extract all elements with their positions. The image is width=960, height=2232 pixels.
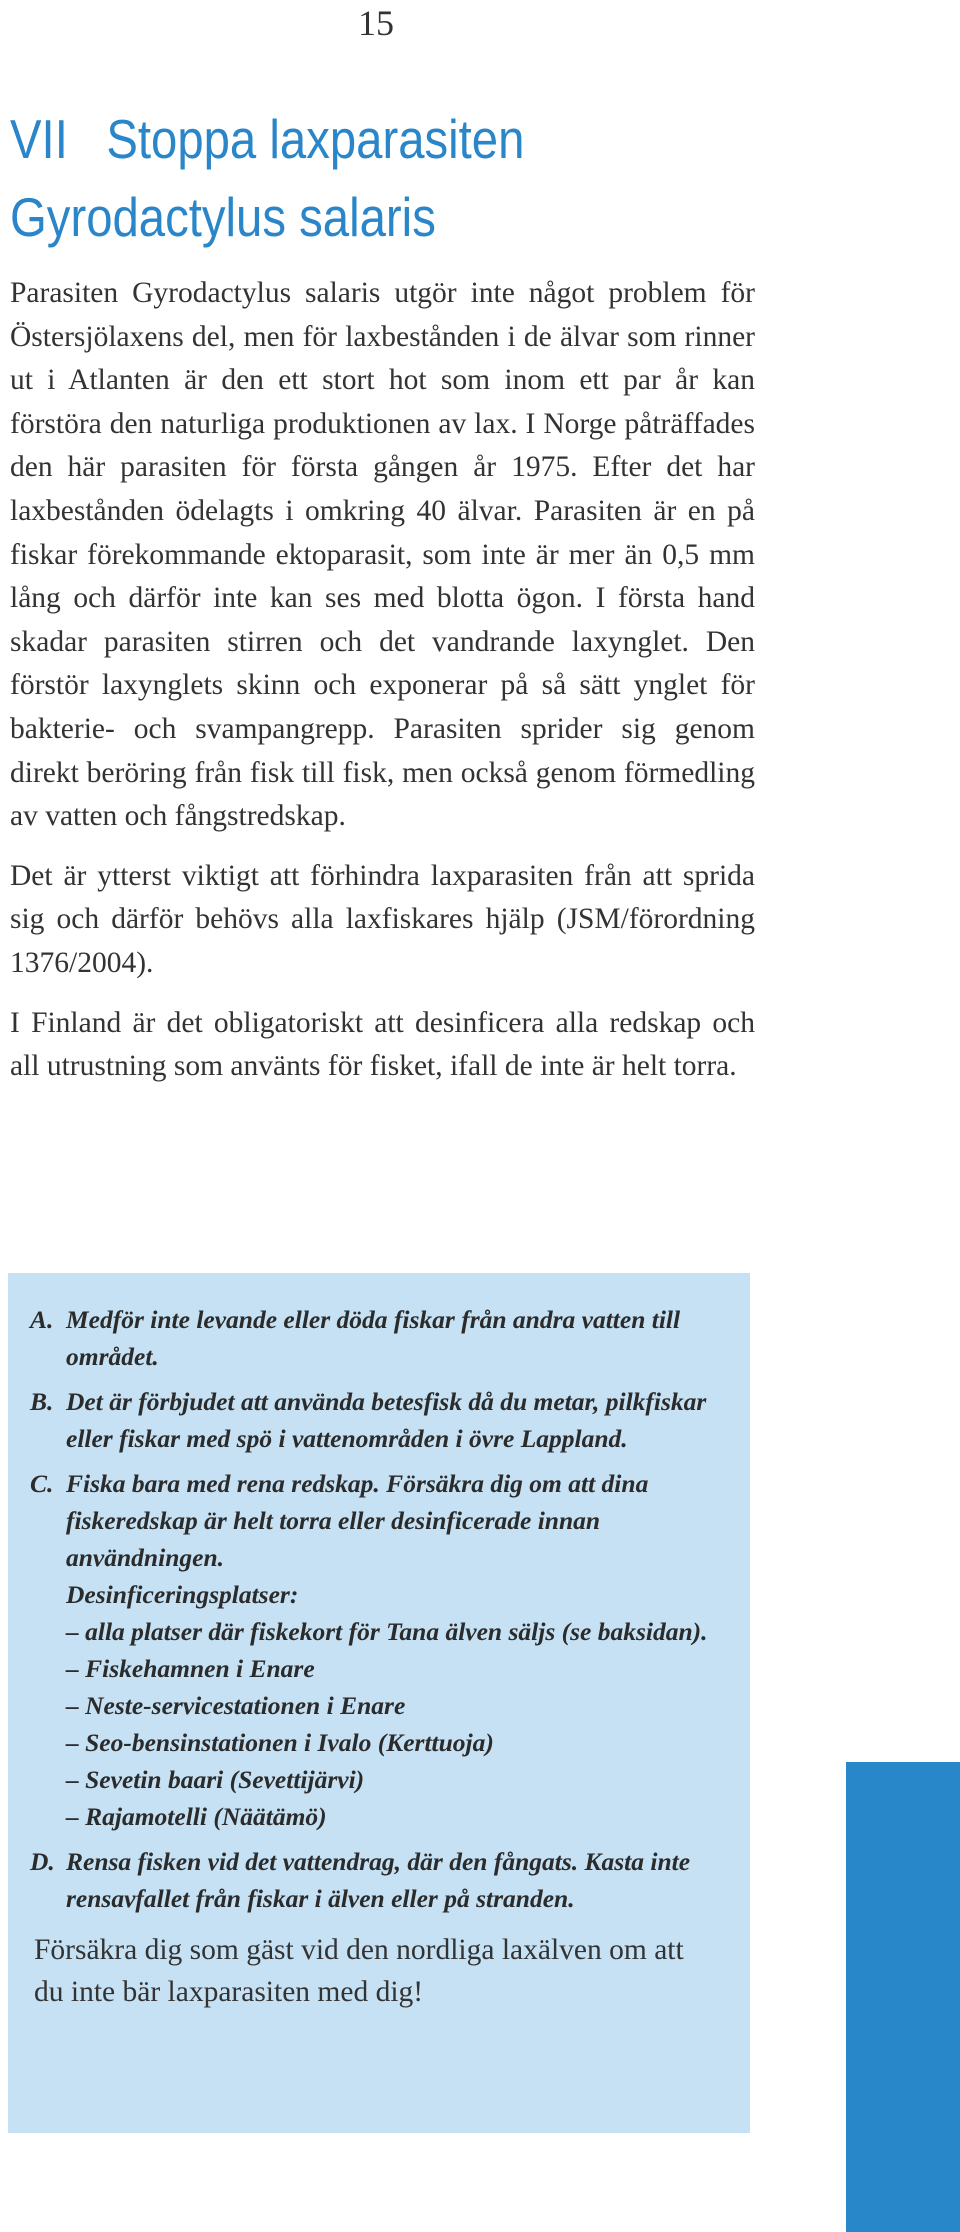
disinfection-site: – Sevetin baari (Sevettijärvi)	[66, 1765, 365, 1794]
side-color-bar	[846, 1762, 960, 2232]
chapter-title	[10, 100, 524, 256]
title-line-2: Gyrodactylus salaris	[10, 186, 436, 248]
rule-d	[30, 1843, 720, 1917]
page-number: 15	[358, 3, 394, 43]
rule-b	[30, 1383, 720, 1457]
rule-text: Medför inte levande eller döda fiskar från andra vatten till området.	[66, 1305, 681, 1371]
disinfection-sites-label: Desinficeringsplatser:	[66, 1580, 299, 1609]
rule-text: Fiska bara med rena redskap. Försäkra dig om att dina fiskeredskap är helt torra eller desinficerade innan användningen.	[66, 1469, 649, 1572]
rule-text: Rensa fisken vid det vattendrag, där den fångats. Kasta inte rensavfallet från fiskar i älven eller på stranden.	[66, 1847, 691, 1913]
paragraph-parasite-description: Parasiten Gyrodactylus salaris utgör inte något problem för Östersjölaxens del, men för laxbestånden i de älvar som rinner ut i Atlanten är den ett stort hot som inom ett par år kan förstöra den naturliga produktionen av lax. I Norge påträffades den här parasiten för första gången år 1975. Efter det har laxbestånden ödelagts i omkring 40 älvar. Parasiten är en på fiskar förekommande ektoparasit, som inte är mer än 0,5 mm lång och därför inte kan ses med blotta ögon. I första hand skadar parasiten stirren och det vandrande laxynglet. Den förstör laxynglets skinn och exponerar på så sätt ynglet för bakterie- och svampangrepp. Parasiten sprider sig genom direkt beröring från fisk till fisk, men också genom förmedling av vatten och fångstredskap.	[10, 277, 755, 833]
disinfection-site: – alla platser där fiskekort för Tana älven säljs (se baksidan).	[66, 1617, 708, 1646]
rule-list	[30, 1301, 720, 1917]
paragraph-prevention: Det är ytterst viktigt att förhindra laxparasiten från att sprida sig och därför behövs alla laxfiskares hjälp (JSM/förordning 1376/2004).	[10, 859, 755, 979]
rule-letter: C.	[30, 1469, 54, 1498]
rule-letter: D.	[30, 1847, 55, 1876]
rule-letter: B.	[30, 1387, 54, 1416]
disinfection-site: – Fiskehamnen i Enare	[66, 1654, 315, 1683]
disinfection-site: – Seo-bensinstationen i Ivalo (Kerttuoja)	[66, 1728, 494, 1757]
rule-c	[30, 1465, 720, 1835]
rule-a	[30, 1301, 720, 1375]
paragraph-disinfection-requirement: I Finland är det obligatoriskt att desinficera alla redskap och all utrustning som använts för fisket, ifall de inte är helt torra.	[10, 1006, 755, 1083]
rules-infobox	[8, 1273, 750, 2133]
chapter-number: VII	[10, 108, 68, 170]
body-text	[10, 272, 755, 1105]
disinfection-site: – Rajamotelli (Näätämö)	[66, 1802, 327, 1831]
disinfection-site: – Neste-servicestationen i Enare	[66, 1691, 406, 1720]
rule-text: Det är förbjudet att använda betesfisk då du metar, pilkfiskar eller fiskar med spö i vattenområden i övre Lappland.	[66, 1387, 707, 1453]
guest-reminder: Försäkra dig som gäst vid den nordliga laxälven om att du inte bär laxparasiten med dig!	[34, 1934, 684, 2008]
rule-letter: A.	[30, 1305, 54, 1334]
rule-c-body	[66, 1465, 720, 1835]
title-line-1: Stoppa laxparasiten	[106, 108, 525, 170]
